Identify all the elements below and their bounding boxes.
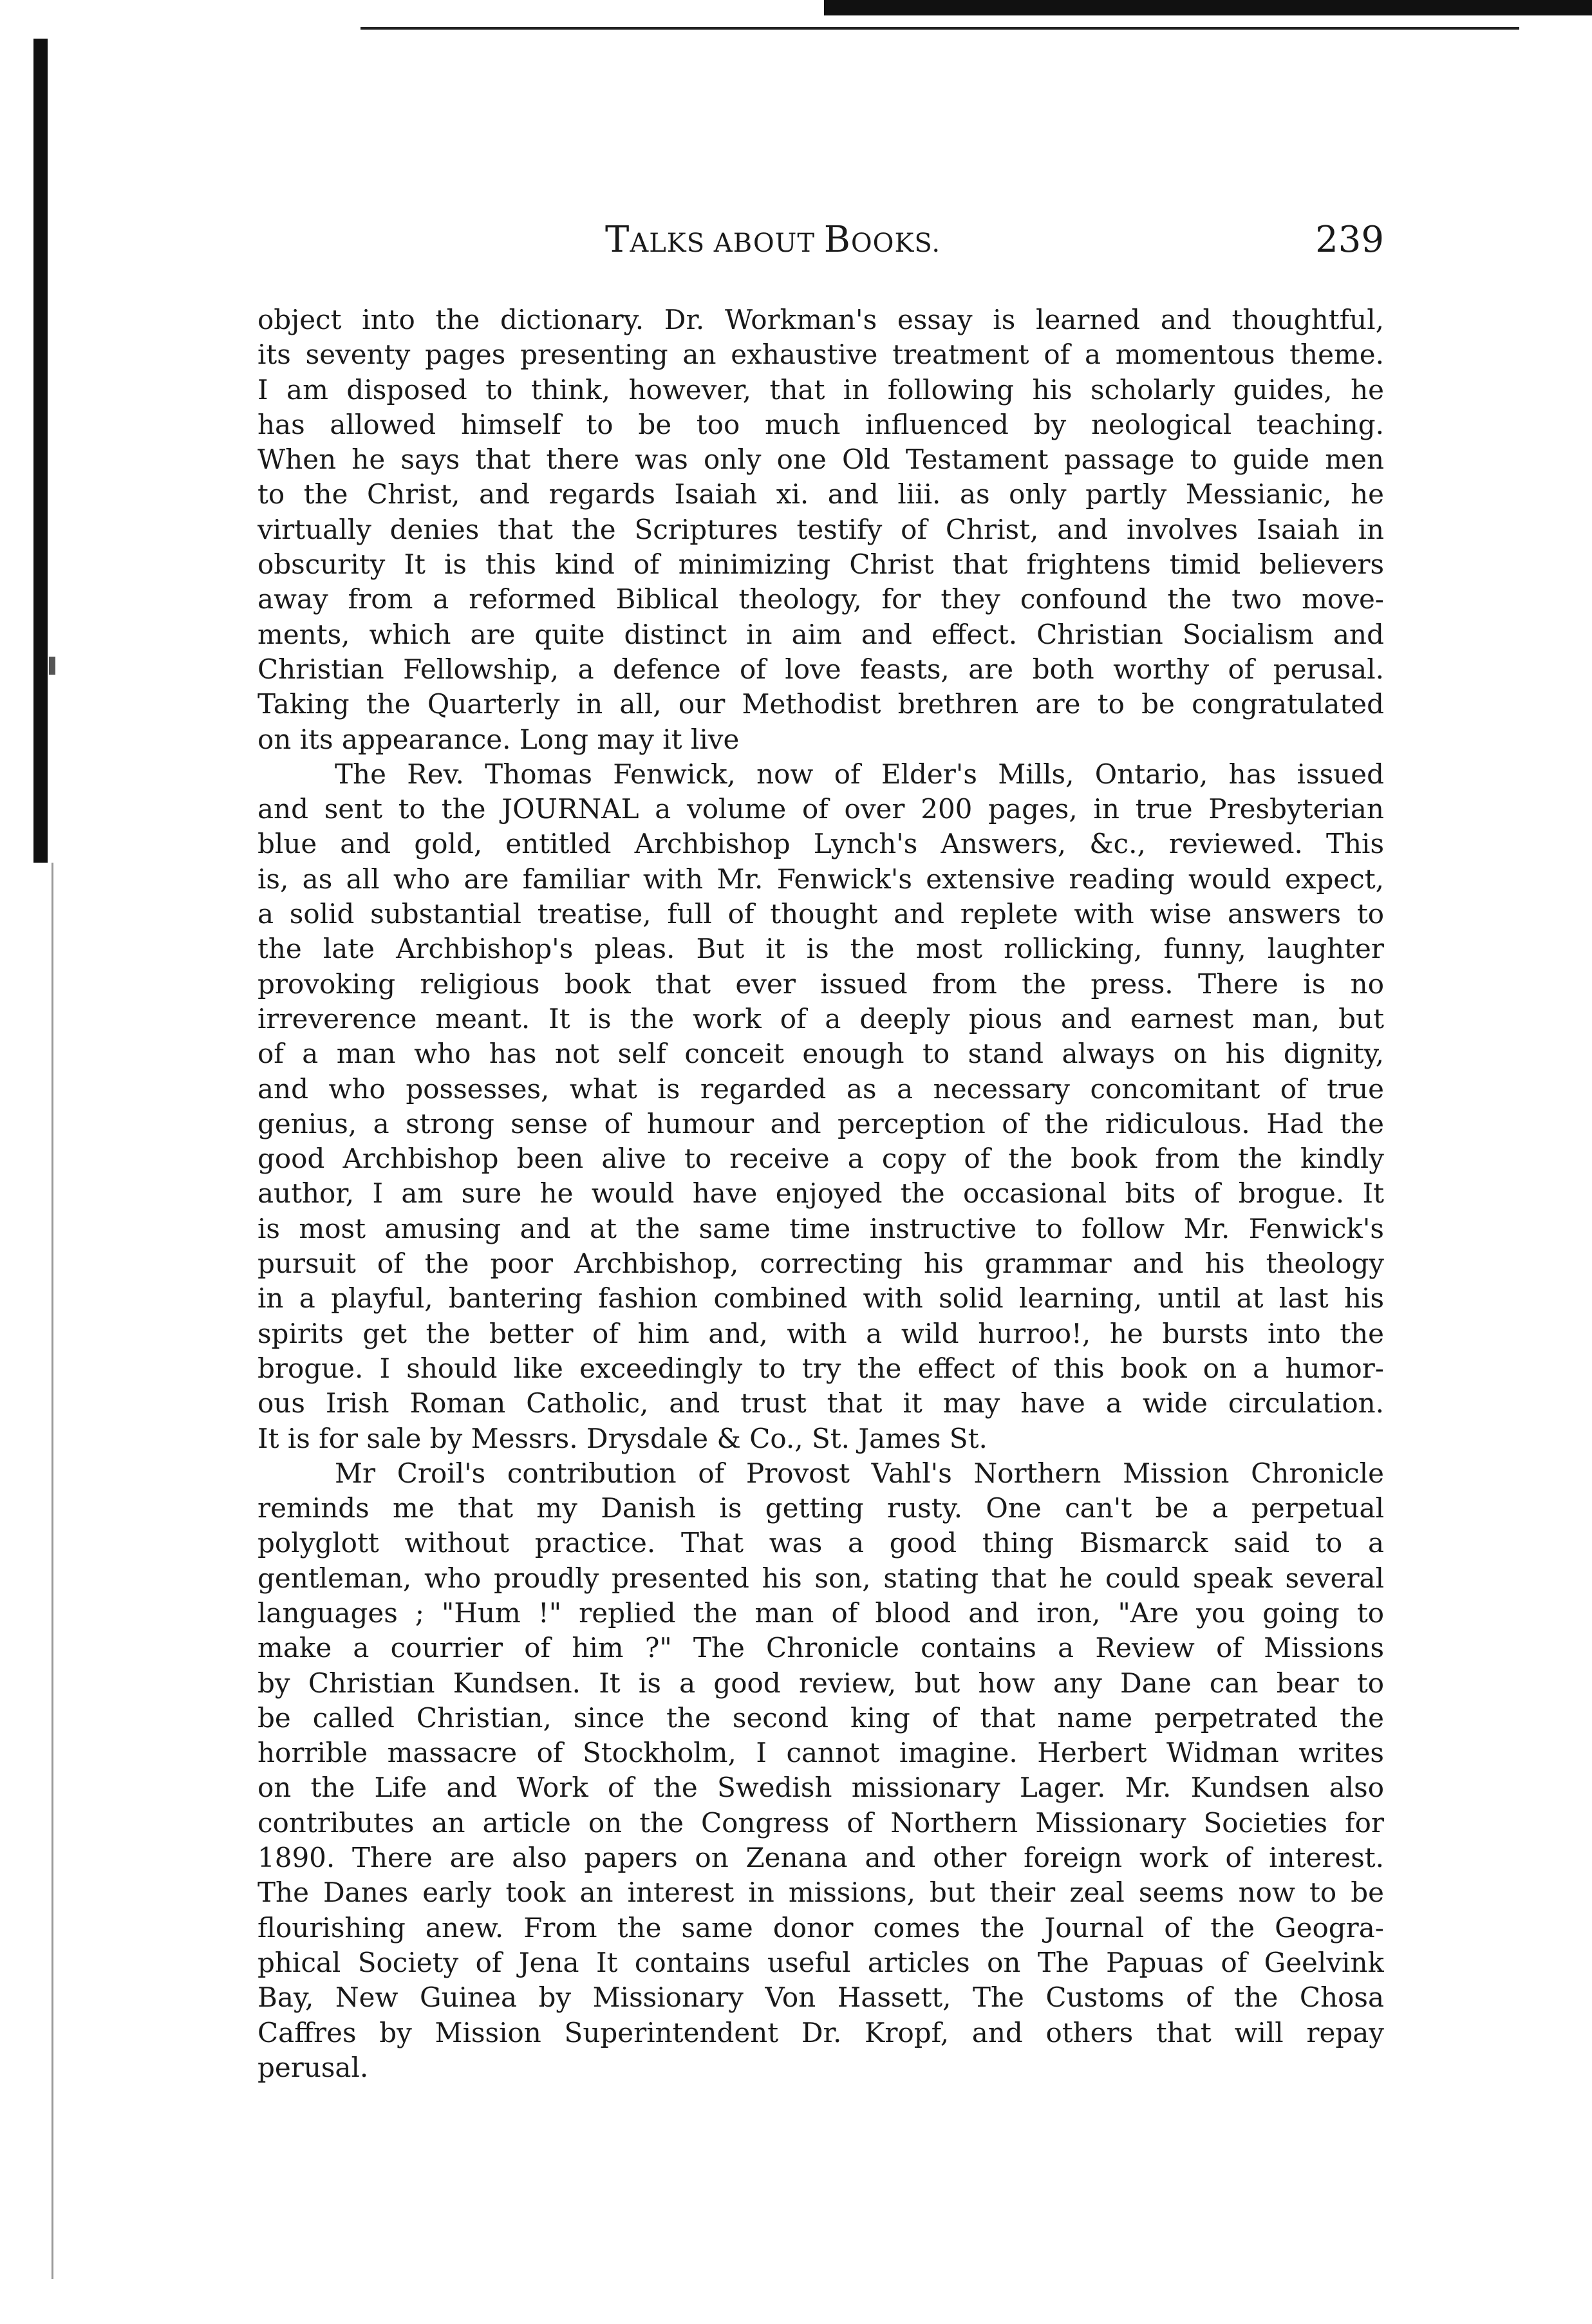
text-line: by Christian Kundsen. It is a good review, but how any Dane can bear to xyxy=(258,1667,1384,1699)
text-line: be called Christian, since the second king of that name perpetrated the xyxy=(258,1701,1384,1734)
text-line: and who possesses, what is regarded as a necessary concomitant of true xyxy=(258,1073,1384,1105)
scan-edge-line xyxy=(52,863,53,2279)
text-line: contributes an article on the Congress of Northern Missionary Societies for xyxy=(258,1806,1384,1839)
text-line: a solid substantial treatise, full of thought and replete with wise answers to xyxy=(258,898,1384,930)
text-line: horrible massacre of Stockholm, I cannot imagine. Herbert Widman writes xyxy=(258,1737,1384,1769)
text-line: the late Archbishop's pleas. But it is the most rollicking, funny, laughter xyxy=(258,933,1384,965)
text-line: in a playful, bantering fashion combined with solid learning, until at last his xyxy=(258,1282,1384,1315)
text-line: virtually denies that the Scriptures testify of Christ, and involves Isaiah in xyxy=(258,513,1384,545)
scan-top-rule xyxy=(361,27,1519,30)
text-line: Christian Fellowship, a defence of love feasts, are both worthy of perusal. xyxy=(258,653,1384,685)
scan-top-border xyxy=(824,0,1592,15)
text-line: and sent to the JOURNAL a volume of over 200 pages, in true Presbyterian xyxy=(258,793,1384,825)
text-line: away from a reformed Biblical theology, for they confound the two move- xyxy=(258,583,1384,615)
text-line: Bay, New Guinea by Missionary Von Hassett, The Customs of the Chosa xyxy=(258,1982,1384,2014)
text-line: pursuit of the poor Archbishop, correcting his grammar and his theology xyxy=(258,1248,1384,1280)
text-line: on the Life and Work of the Swedish missionary Lager. Mr. Kundsen also xyxy=(258,1772,1384,1804)
text-line: to the Christ, and regards Isaiah xi. and liii. as only partly Messianic, he xyxy=(258,478,1384,511)
text-line: brogue. I should like exceedingly to try the effect of this book on a humor- xyxy=(258,1352,1384,1384)
text-line: make a courrier of him ?" The Chronicle contains a Review of Missions xyxy=(258,1632,1384,1664)
scan-binding-shadow xyxy=(33,39,48,863)
text-line: blue and gold, entitled Archbishop Lynch's Answers, &c., reviewed. This xyxy=(258,828,1384,860)
text-line: genius, a strong sense of humour and perception of the ridiculous. Had the xyxy=(258,1107,1384,1139)
text-line: good Archbishop been alive to receive a copy of the book from the kindly xyxy=(258,1143,1384,1175)
text-line: on its appearance. Long may it live xyxy=(258,723,740,755)
text-line: 1890. There are also papers on Zenana and other foreign work of interest. xyxy=(258,1842,1384,1874)
text-line: perusal. xyxy=(258,2051,369,2083)
text-line: author, I am sure he would have enjoyed the occasional bits of brogue. It xyxy=(258,1177,1384,1210)
text-line: gentleman, who proudly presented his son, stating that he could speak several xyxy=(258,1562,1384,1594)
text-line: The Rev. Thomas Fenwick, now of Elder's Mills, Ontario, has issued xyxy=(335,758,1384,790)
text-line: I am disposed to think, however, that in following his scholarly guides, he xyxy=(258,373,1384,406)
text-line: The Danes early took an interest in missions, but their zeal seems now to be xyxy=(258,1877,1384,1909)
text-line: languages ; "Hum !" replied the man of blood and iron, "Are you going to xyxy=(258,1597,1384,1629)
text-line: Taking the Quarterly in all, our Methodist brethren are to be congratulated xyxy=(258,688,1384,720)
text-line: has allowed himself to be too much influenced by neological teaching. xyxy=(258,408,1384,440)
text-line: phical Society of Jena It contains useful articles on The Papuas of Geelvink xyxy=(258,1946,1384,1978)
text-line: reminds me that my Danish is getting rusty. One can't be a perpetual xyxy=(258,1492,1384,1524)
text-line: Mr Croil's contribution of Provost Vahl's Northern Mission Chronicle xyxy=(335,1457,1384,1489)
text-line: polyglott without practice. That was a good thing Bismarck said to a xyxy=(258,1527,1384,1559)
text-line: ments, which are quite distinct in aim and effect. Christian Socialism and xyxy=(258,618,1384,650)
text-line: ous Irish Roman Catholic, and trust that it may have a wide circulation. xyxy=(258,1387,1384,1420)
text-line: irreverence meant. It is the work of a deeply pious and earnest man, but xyxy=(258,1002,1384,1035)
body-text xyxy=(258,303,1384,2085)
text-line: It is for sale by Messrs. Drysdale & Co., St. James St. xyxy=(258,1422,988,1454)
page-number: 239 xyxy=(1315,219,1384,261)
text-line: is, as all who are familiar with Mr. Fenwick's extensive reading would expect, xyxy=(258,863,1384,895)
text-line: is most amusing and at the same time instructive to follow Mr. Fenwick's xyxy=(258,1212,1384,1244)
text-line: provoking religious book that ever issued from the press. There is no xyxy=(258,968,1384,1000)
text-line: obscurity It is this kind of minimizing Christ that frightens timid believers xyxy=(258,548,1384,581)
text-line: of a man who has not self conceit enough to stand always on his dignity, xyxy=(258,1038,1384,1070)
text-line: Caffres by Mission Superintendent Dr. Kropf, and others that will repay xyxy=(258,2016,1384,2048)
text-line: spirits get the better of him and, with a wild hurroo!, he bursts into the xyxy=(258,1317,1384,1349)
text-line: object into the dictionary. Dr. Workman's essay is learned and thoughtful, xyxy=(258,304,1384,335)
running-title: TALKS ABOUT BOOKS. xyxy=(605,219,941,261)
text-line: flourishing anew. From the same donor comes the Journal of the Geogra- xyxy=(258,1911,1384,1944)
text-line: When he says that there was only one Old Testament passage to guide men xyxy=(258,444,1384,476)
page-header xyxy=(258,219,1384,277)
margin-mark xyxy=(49,657,55,675)
text-line: its seventy pages presenting an exhaustive treatment of a momentous theme. xyxy=(258,339,1384,371)
